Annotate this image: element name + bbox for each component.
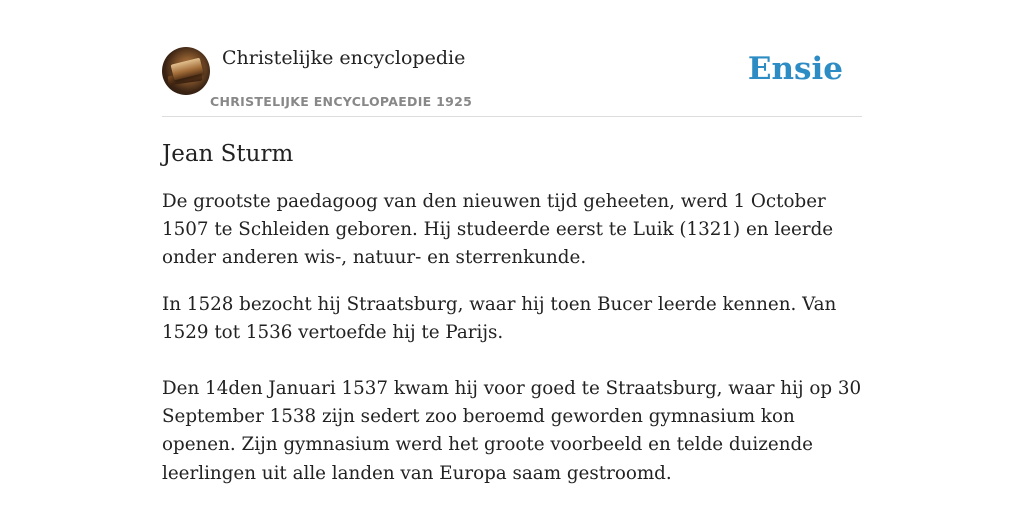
page-title: Jean Sturm [162, 141, 294, 167]
article [162, 138, 862, 488]
site-header [162, 46, 862, 117]
ensie-logo-link[interactable]: Ensie [747, 51, 843, 87]
book-icon[interactable] [162, 47, 210, 95]
article-paragraph: In 1528 bezocht hij Straatsburg, waar hij toen Bucer leerde kennen. Van 1529 tot 1536 vertoefde hij te Parijs. [162, 293, 837, 343]
article-paragraph: De grootste paedagoog van den nieuwen tijd geheeten, werd 1 October 1507 te Schleiden geboren. Hij studeerde eerst te Luik (1321) en leerde onder anderen wis-, natuur- en sterrenkunde. [162, 191, 834, 269]
article-paragraph: Den 14den Januari 1537 kwam hij voor goed te Straatsburg, waar hij op 30 September 1538 zijn sedert zoo beroemd geworden gymnasium kon openen. Zijn gymnasium werd het groote voorbeeld en telde duizende leerlingen uit alle landen van Europa saam gestroomd. [162, 378, 862, 484]
site-subtitle[interactable]: CHRISTELIJKE ENCYCLOPAEDIE 1925 [210, 94, 473, 109]
site-title[interactable]: Christelijke encyclopedie [222, 47, 466, 69]
